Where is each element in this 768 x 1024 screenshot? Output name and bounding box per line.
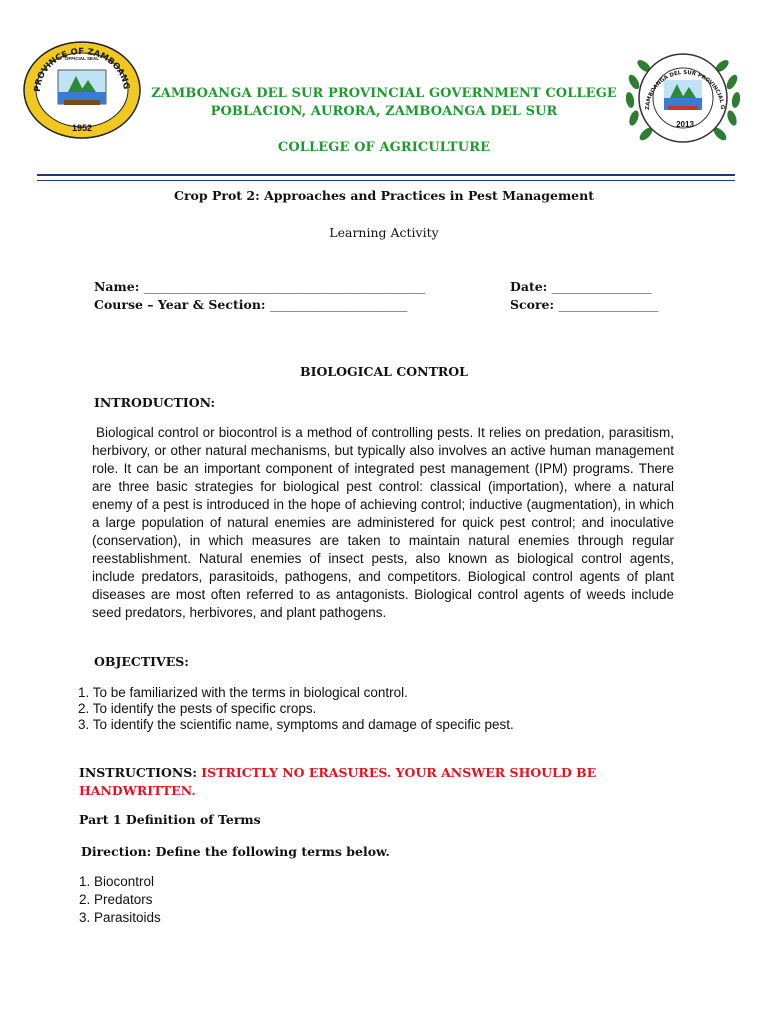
list-item: 1. Biocontrol — [79, 874, 155, 889]
date-blank: ________________ — [551, 279, 652, 294]
introduction-heading: INTRODUCTION: — [94, 395, 216, 410]
name-label: Name: — [94, 279, 140, 294]
course-section-field[interactable] — [94, 297, 407, 312]
list-item: 3. Parasitoids — [79, 910, 161, 925]
terms-list — [79, 873, 379, 927]
list-item: 2. To identify the pests of specific crops. — [78, 701, 317, 716]
right-seal-year: 2013 — [676, 120, 694, 129]
college-name: ZAMBOANGA DEL SUR PROVINCIAL GOVERNMENT COLLEGE — [151, 86, 617, 101]
college-seal-logo — [622, 42, 744, 154]
department-name: COLLEGE OF AGRICULTURE — [277, 140, 491, 155]
objectives-list — [78, 685, 698, 733]
name-blank: _____________________________________________ — [143, 279, 425, 294]
section-title: BIOLOGICAL CONTROL — [300, 364, 468, 379]
date-field[interactable] — [510, 279, 652, 294]
left-seal-year: 1952 — [71, 123, 93, 133]
activity-label: Learning Activity — [329, 225, 439, 240]
college-address: POBLACION, AURORA, ZAMBOANGA DEL SUR — [210, 104, 558, 119]
instructions-label: INSTRUCTIONS: — [79, 765, 202, 780]
objectives-heading: OBJECTIVES: — [94, 654, 189, 669]
course-title: Crop Prot 2: Approaches and Practices in Pest Management — [174, 188, 594, 203]
left-seal-inner-label: OFFICIAL SEAL — [65, 56, 99, 61]
score-field[interactable] — [510, 297, 659, 312]
name-field[interactable] — [94, 279, 425, 294]
header-divider-thick — [37, 174, 735, 176]
introduction-body: Biological control or biocontrol is a method of controlling pests. It relies on predation, parasitism, herbivory, or other natural mechanisms, but typically also involves an active human management role. It can be an important component of integrated pest management (IPM) programs. There are three basic strategies for biological pest control: classical (importation), where a natural enemy of a pest is introduced in the hope of achieving control; inductive (augmentation), in which a large population of natural enemies are administered for quick pest control; and inoculative (conservation), in which measures are taken to maintain natural enemies through regular reestablishment. Natural enemies of insect pests, also known as biological control agents, include predators, parasitoids, pathogens, and competitors. Biological control agents of plant diseases are most often referred to as antagonists. Biological control agents of weeds include seed predators, herbivores, and plant pathogens. — [92, 425, 674, 620]
date-label: Date: — [510, 279, 548, 294]
course-section-blank: ______________________ — [269, 297, 408, 312]
instructions-warning-line1: ISTRICTLY NO ERASURES. YOUR ANSWER SHOULD BE — [201, 765, 597, 780]
score-label: Score: — [510, 297, 555, 312]
list-item: 2. Predators — [79, 892, 153, 907]
instructions-warning-line2: HANDWRITTEN. — [79, 783, 196, 798]
part1-heading: Part 1 Definition of Terms — [79, 812, 261, 827]
left-seal-ring-label: PROVINCE OF ZAMBOANG — [32, 46, 131, 93]
score-blank: ________________ — [558, 297, 659, 312]
list-item: 1. To be familiarized with the terms in biological control. — [78, 685, 408, 700]
part1-direction: Direction: Define the following terms below. — [81, 844, 390, 859]
list-item: 3. To identify the scientific name, symptoms and damage of specific pest. — [78, 717, 514, 732]
right-seal-ring-label: ZAMBOANGA DEL SUR PROVINCIAL G — [644, 69, 726, 111]
course-section-label: Course – Year & Section: — [94, 297, 266, 312]
header-divider-thin — [37, 180, 735, 181]
instructions — [79, 764, 639, 800]
